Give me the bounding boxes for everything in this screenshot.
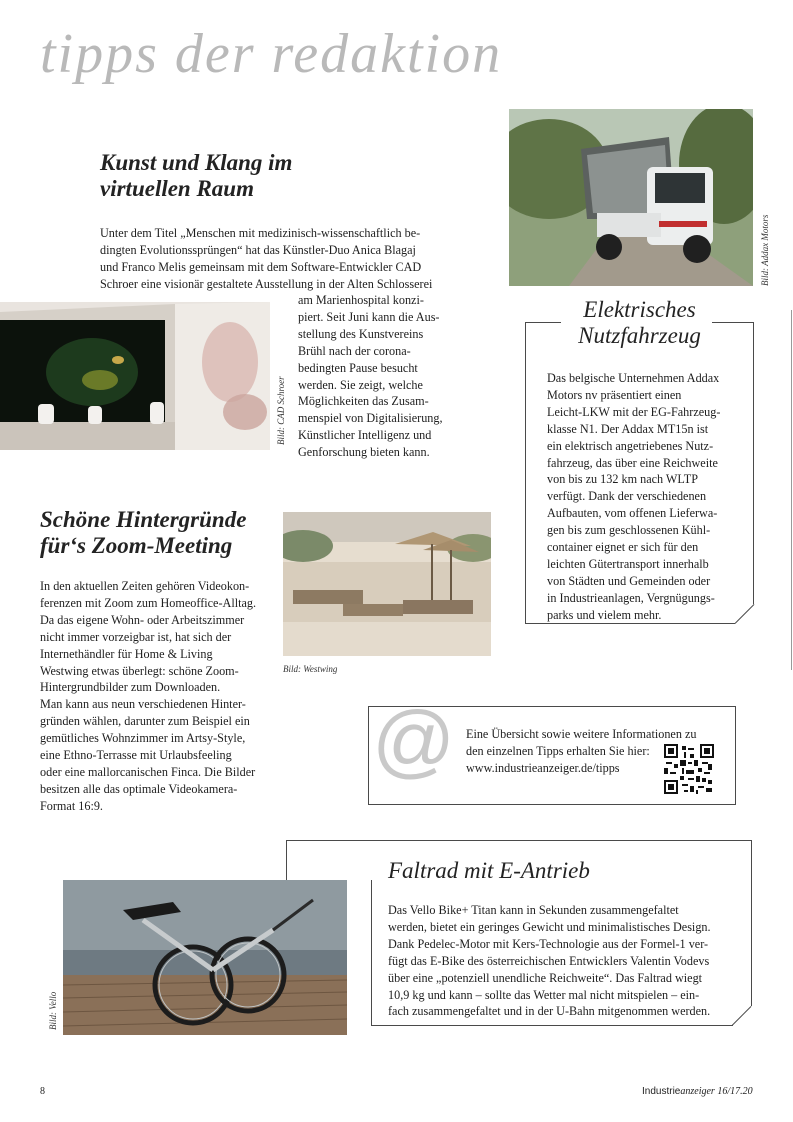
faltrad-box-top [286, 840, 752, 841]
kunst-photo [0, 302, 270, 450]
info-box-right [735, 706, 736, 805]
info-link[interactable]: www.industrieanzeiger.de/tipps [466, 760, 620, 775]
zoom-text-line: Westwing etwas überlegt: schöne Zoom- [40, 663, 239, 678]
kunst-text-line: stellung des Kunstvereins [298, 326, 424, 341]
zoom-text-line: gemütliches Wohnzimmer im Artsy-Style, [40, 731, 246, 746]
zoom-headline-line-1: Schöne Hintergründe [40, 507, 247, 532]
nutzfahrzeug-text-line: verfügt. Dank der verschiedenen [547, 489, 707, 504]
kunst-text-line: Brühl nach der corona- [298, 343, 411, 358]
zoom-text-line: Internethändler für Home & Living [40, 646, 213, 661]
nutzfahrzeug-text-line: von bis zu 132 km nach WLTP [547, 472, 698, 487]
nutzfahrzeug-text-line: Leicht-LKW mit der EG-Fahrzeug- [547, 404, 721, 419]
zoom-text-line: Da das eigene Wohn- oder Arbeitszimmer [40, 612, 245, 627]
kunst-text-line: Unter dem Titel „Menschen mit medizinisch-wissenschaftlich be- [100, 226, 421, 240]
info-box-bottom [368, 804, 736, 805]
faltrad-text-line: über eine „potenziell unendliche Reichweite“. Das Faltrad wiegt [388, 970, 703, 985]
nutzfahrzeug-box-left [525, 322, 526, 624]
zoom-text-line: Hintergrundbilder zum Downloaden. [40, 680, 221, 695]
kunst-body-narrow [298, 292, 443, 461]
zoom-headline [40, 507, 246, 560]
page-number: 8 [40, 1086, 45, 1097]
faltrad-box-corner [732, 1006, 752, 1026]
faltrad-box-right [751, 840, 752, 1006]
kunst-text-line: piert. Seit Juni kann die Aus- [298, 309, 440, 324]
faltrad-box-bottom [371, 1025, 733, 1026]
at-icon: @ [372, 695, 456, 786]
footer-brand-plain: Industrie [642, 1086, 681, 1097]
nutzfahrzeug-text-line: Das belgische Unternehmen Addax [547, 371, 720, 385]
zoom-body [40, 578, 256, 815]
info-body [466, 726, 696, 777]
zoom-photo-credit: Bild: Westwing [283, 664, 338, 674]
nutzfahrzeug-text-line: leichten Gütertransport innerhalb [547, 556, 709, 571]
zoom-text-line: Man kann aus neun verschiedenen Hinter- [40, 697, 246, 712]
faltrad-text-line: werden, bietet ein geringes Gewicht und minimalistisches Design. [388, 919, 711, 934]
kunst-headline-line-2: virtuellen Raum [100, 176, 254, 202]
faltrad-photo [63, 880, 347, 1035]
nutzfahrzeug-box-right [753, 322, 754, 604]
zoom-headline-line-2: für‘s Zoom-Meeting [40, 533, 233, 559]
nutzfahrzeug-headline-line-2: Nutzfahrzeug [578, 323, 701, 349]
zoom-text-line: besitzen alle das optimale Videokamera- [40, 781, 238, 796]
kunst-text-line: Schroer eine visionär gestaltete Ausstellung in der Alten Schlosserei [100, 276, 433, 291]
margin-rule [791, 310, 792, 670]
kunst-text-line: menspiel von Digitalisierung, [298, 411, 443, 426]
info-text-line: Eine Übersicht sowie weitere Informationen zu [466, 727, 697, 741]
nutzfahrzeug-headline [525, 297, 754, 350]
zoom-text-line: nicht immer vorzeigbar ist, hat sich der [40, 629, 232, 644]
footer-issue: 16/17.20 [714, 1086, 753, 1097]
kunst-headline [100, 150, 292, 203]
nutzfahrzeug-text-line: in Industrieanlagen, Vergnügungs- [547, 590, 715, 605]
faltrad-text-line: Das Vello Bike+ Titan kann in Sekunden zusammengefaltet [388, 903, 679, 917]
nutzfahrzeug-text-line: Aufbauten, vom offenen Lieferwa- [547, 506, 718, 521]
nutzfahrzeug-text-line: Motors nv präsentiert einen [547, 387, 682, 402]
nutzfahrzeug-photo [509, 109, 753, 286]
kunst-body-full [100, 225, 432, 293]
kunst-text-line: Möglichkeiten das Zusam- [298, 394, 429, 409]
zoom-text-line: In den aktuellen Zeiten gehören Videokon- [40, 579, 250, 593]
masthead: tipps der redaktion [40, 23, 503, 85]
faltrad-text-line: Dank Pedelec-Motor mit Kers-Technologie aus der Formel-1 ver- [388, 936, 709, 951]
kunst-text-line: Genforschung bieten kann. [298, 445, 430, 460]
kunst-text-line: dingten Evolutionssprüngen“ hat das Künstler-Duo Anica Blagaj [100, 242, 416, 257]
kunst-text-line: und Franco Melis gemeinsam mit dem Software-Entwickler CAD [100, 259, 422, 274]
nutzfahrzeug-text-line: container eignet er sich für den [547, 540, 699, 555]
zoom-text-line: oder eine mallorcanischen Finca. Die Bilder [40, 764, 256, 779]
footer-publication [642, 1086, 753, 1097]
nutzfahrzeug-text-line: gen bis zum geschlossenen Kühl- [547, 523, 711, 538]
footer-brand-italic: anzeiger [680, 1086, 715, 1097]
nutzfahrzeug-text-line: von Städten und Gemeinden oder [547, 573, 711, 588]
faltrad-body [388, 902, 711, 1020]
kunst-text-line: Künstlicher Intelligenz und [298, 428, 432, 443]
zoom-text-line: eine Ethno-Terrasse mit Urlaubsfeeling [40, 748, 232, 763]
kunst-text-line: bedingten Pause besucht [298, 360, 418, 375]
nutzfahrzeug-text-line: klasse N1. Der Addax MT15n ist [547, 421, 709, 436]
nutzfahrzeug-photo-credit: Bild: Addax Motors [760, 214, 770, 286]
faltrad-box-left-lower [371, 880, 372, 1026]
kunst-photo-credit: Bild: CAD Schroer [276, 376, 286, 445]
faltrad-photo-credit: Bild: Vello [48, 991, 58, 1030]
nutzfahrzeug-text-line: fahrzeug, das über eine Reichweite [547, 455, 718, 470]
faltrad-text-line: 10,9 kg und kann – sollte das Wetter mal nicht mitspielen – ein- [388, 987, 700, 1002]
faltrad-text-line: fügt das E-Bike des österreichischen Entwicklers Valentin Vodevs [388, 953, 710, 968]
faltrad-headline: Faltrad mit E-Antrieb [388, 858, 590, 883]
zoom-photo [283, 512, 491, 656]
nutzfahrzeug-text-line: parks und vielem mehr. [547, 607, 662, 622]
kunst-headline-line-1: Kunst und Klang im [100, 150, 293, 175]
faltrad-box-left [286, 840, 287, 880]
zoom-text-line: gründen wählen, darunter zum Beispiel ein [40, 714, 250, 729]
nutzfahrzeug-text-line: ein elektrisch angetriebenes Nutz- [547, 438, 714, 453]
nutzfahrzeug-box-corner [735, 604, 755, 624]
kunst-text-line: werden. Sie zeigt, welche [298, 377, 423, 392]
info-text-line: den einzelnen Tipps erhalten Sie hier: [466, 743, 650, 758]
zoom-text-line: ferenzen mit Zoom zum Homeoffice-Alltag. [40, 595, 257, 610]
qr-code-icon[interactable] [664, 744, 714, 794]
nutzfahrzeug-body [547, 370, 720, 624]
nutzfahrzeug-headline-line-1: Elektrisches [577, 297, 701, 323]
zoom-text-line: Format 16:9. [40, 798, 103, 813]
info-box-left [368, 706, 369, 805]
faltrad-text-line: fach zusammengefaltet und in der U-Bahn mitgenommen werden. [388, 1004, 711, 1019]
kunst-text-line: am Marienhospital konzi- [298, 293, 424, 307]
